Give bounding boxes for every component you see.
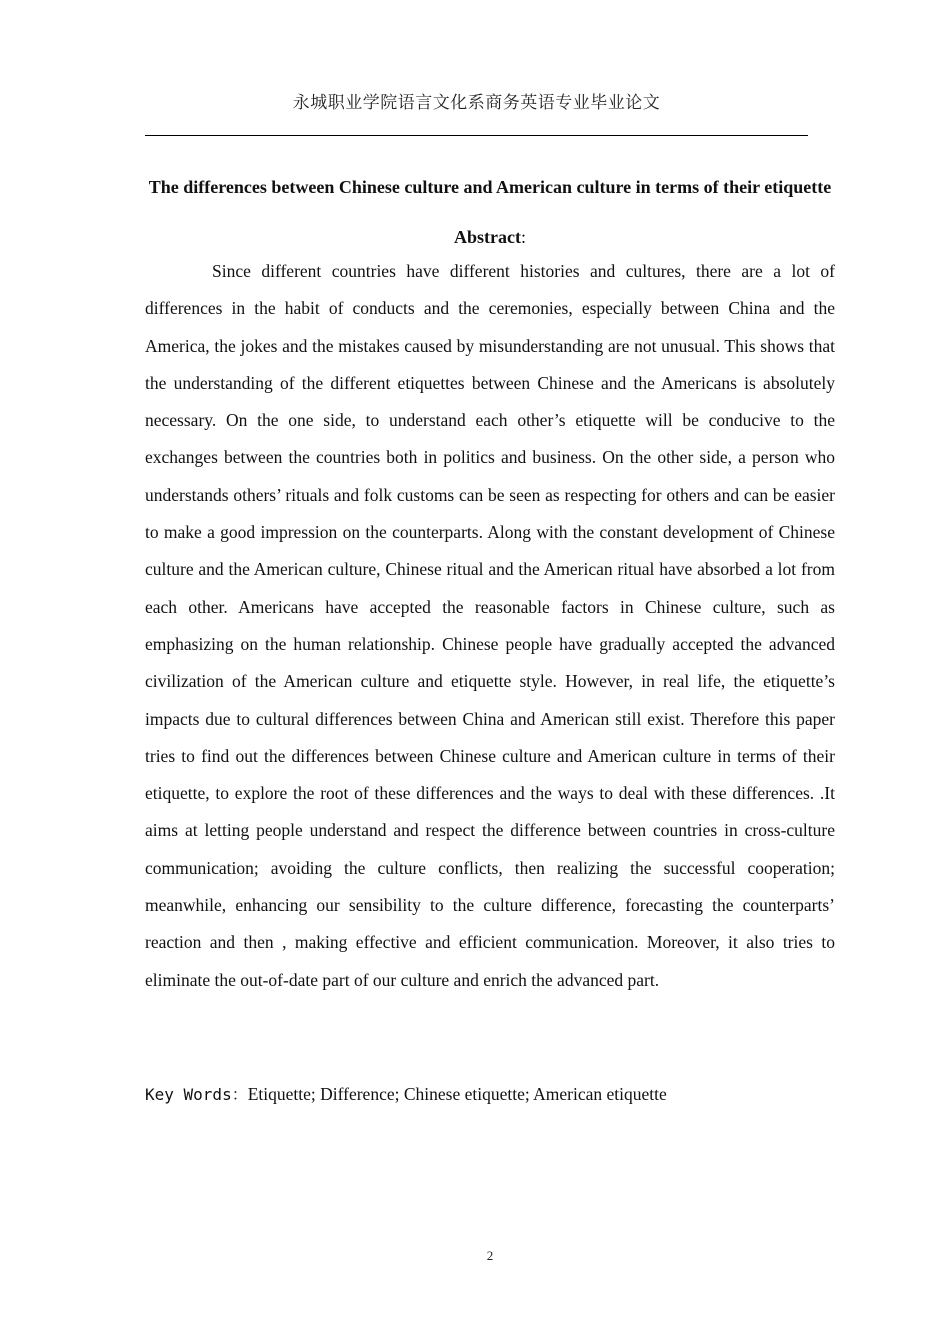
page-header: 永城职业学院语言文化系商务英语专业毕业论文 [292, 93, 661, 113]
abstract-heading [145, 225, 835, 249]
abstract-heading-colon: : [520, 227, 526, 247]
keywords-values: Etiquette; Difference; Chinese etiquette; American etiquette [247, 1084, 667, 1104]
keywords-label: Key Words： [145, 1085, 248, 1104]
abstract-heading-label: Abstract [454, 227, 521, 247]
paper-title: The differences between Chinese culture and American culture in terms of their etiquette [148, 177, 832, 197]
keywords-line [145, 1080, 835, 1109]
abstract-body: Since different countries have different histories and cultures, there are a lot of differences in the habit of conducts and the ceremonies, especially between China and the America, the jokes and the mistakes caused by misunderstanding are not unusual. This shows that the understanding of the different etiquettes between Chinese and the Americans is absolutely necessary. On the one side, to understand each other’s etiquette will be conducive to the exchanges between the countries both in politics and business. On the other side, a person who understands others’ rituals and folk customs can be seen as respecting for others and can be easier to make a good impression on the counterparts. Along with the constant development of Chinese culture and the American culture, Chinese ritual and the American ritual have absorbed a lot from each other. Americans have accepted the reasonable factors in Chinese culture, such as emphasizing on the human relationship. Chinese people have gradually accepted the advanced civilization of the American culture and etiquette style. However, in real life, the etiquette’s impacts due to cultural differences between China and American still exist. Therefore this paper tries to find out the differences between Chinese culture and American culture in terms of their etiquette, to explore the root of these differences and the ways to deal with these differences. .It aims at letting people understand and respect the difference between countries in cross-culture communication; avoiding the culture conflicts, then realizing the successful cooperation; meanwhile, enhancing our sensibility to the culture difference, forecasting the counterparts’ reaction and then , making effective and efficient communication. Moreover, it also tries to eliminate the out-of-date part of our culture and enrich the advanced part. [145, 261, 835, 990]
page-number: 2 [486, 1248, 494, 1263]
header-divider [145, 135, 808, 136]
